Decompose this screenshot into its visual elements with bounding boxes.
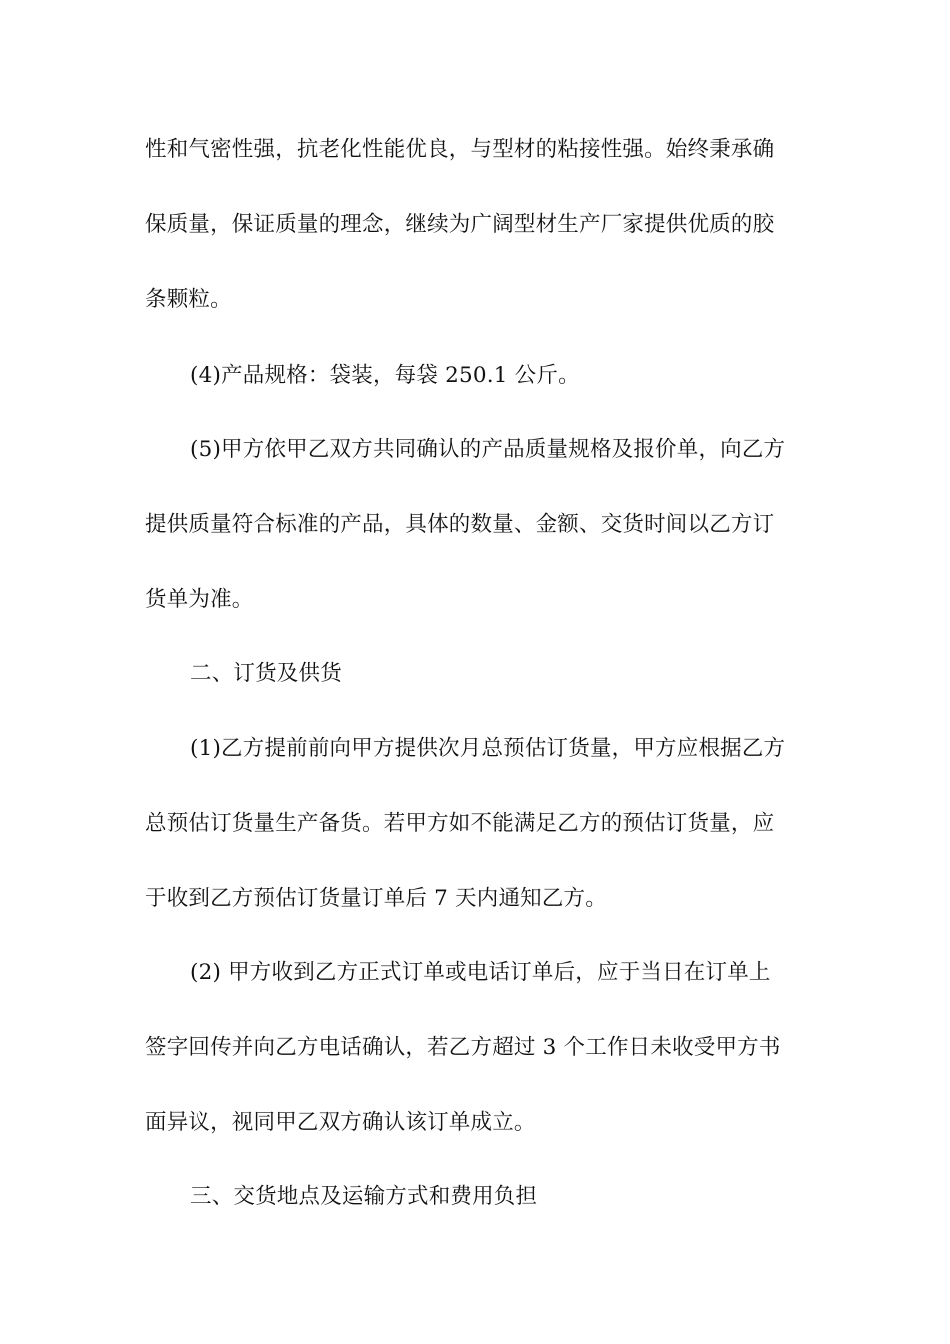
- text-line: 面异议，视同甲乙双方确认该订单成立。: [145, 1110, 536, 1135]
- paragraph-quality-start: (5)甲方依甲乙双方共同确认的产品质量规格及报价单，向乙方: [190, 437, 786, 462]
- text-line: 签字回传并向乙方电话确认，若乙方超过 3 个工作日未收受甲方书: [145, 1035, 781, 1060]
- text-line: 提供质量符合标准的产品，具体的数量、金额、交货时间以乙方订: [145, 512, 775, 537]
- text-line: 总预估订货量生产备货。若甲方如不能满足乙方的预估订货量，应: [145, 811, 775, 836]
- text-line: 条颗粒。: [145, 287, 232, 312]
- text-line: 于收到乙方预估订货量订单后 7 天内通知乙方。: [145, 886, 607, 911]
- text-line: 性和气密性强，抗老化性能优良，与型材的粘接性强。始终秉承确: [145, 137, 775, 162]
- text-line: 货单为准。: [145, 587, 254, 612]
- section-heading-delivery: 三、交货地点及运输方式和费用负担: [190, 1184, 538, 1209]
- text-line: 保质量，保证质量的理念，继续为广阔型材生产厂家提供优质的胶: [145, 212, 775, 237]
- paragraph-order-confirm-start: (2) 甲方收到乙方正式订单或电话订单后，应于当日在订单上: [190, 960, 771, 985]
- section-heading-ordering: 二、订货及供货: [190, 661, 342, 686]
- paragraph-product-spec: (4)产品规格：袋装，每袋 250.1 公斤。: [190, 363, 580, 388]
- paragraph-forecast-start: (1)乙方提前前向甲方提供次月总预估订货量，甲方应根据乙方: [190, 736, 786, 761]
